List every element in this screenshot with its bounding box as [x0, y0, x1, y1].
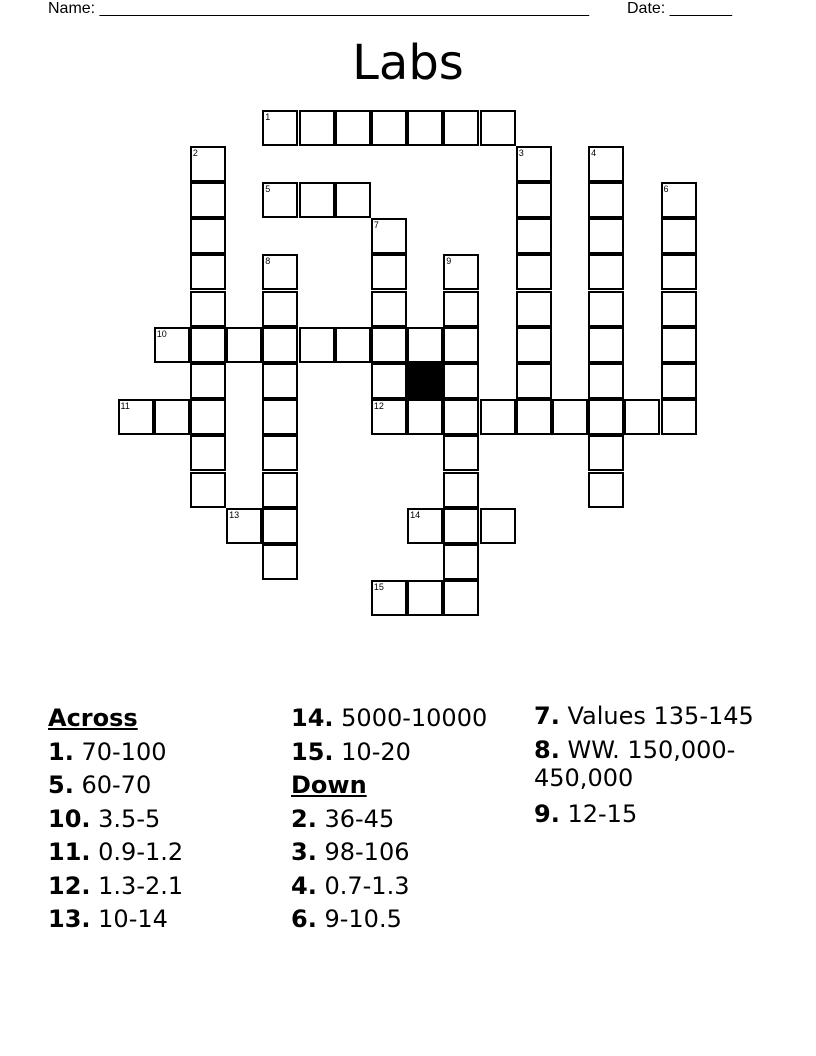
grid-cell[interactable]	[190, 218, 226, 254]
clue-across-14: 14. 5000-10000	[291, 704, 488, 732]
grid-cell[interactable]	[262, 254, 298, 290]
grid-cell[interactable]	[661, 327, 697, 363]
grid-cell[interactable]	[335, 327, 371, 363]
grid-cell[interactable]	[661, 254, 697, 290]
grid-cell[interactable]	[190, 254, 226, 290]
clue-down-9: 9. 12-15	[534, 800, 638, 828]
clue-number-label: 6	[663, 183, 669, 194]
grid-cell[interactable]	[588, 327, 624, 363]
grid-cell[interactable]	[190, 363, 226, 399]
grid-cell[interactable]	[407, 580, 443, 616]
grid-cell[interactable]	[624, 399, 660, 435]
clue-number-label: 12	[373, 401, 384, 412]
down-heading: Down	[291, 771, 367, 799]
grid-cell[interactable]	[588, 472, 624, 508]
grid-cell[interactable]	[516, 291, 552, 327]
grid-cell[interactable]	[443, 472, 479, 508]
grid-cell[interactable]	[516, 146, 552, 182]
grid-cell[interactable]	[262, 399, 298, 435]
grid-cell[interactable]	[226, 327, 262, 363]
grid-cell[interactable]	[262, 291, 298, 327]
grid-cell[interactable]	[661, 218, 697, 254]
grid-cell[interactable]	[443, 254, 479, 290]
clue-down-4: 4. 0.7-1.3	[291, 871, 410, 900]
clue-number-label: 13	[229, 509, 240, 520]
grid-cell[interactable]	[443, 291, 479, 327]
grid-cell[interactable]	[480, 508, 516, 544]
grid-cell[interactable]	[407, 110, 443, 146]
grid-cell[interactable]	[588, 182, 624, 218]
clue-across-5: 5. 60-70	[48, 771, 152, 799]
grid-cell[interactable]	[371, 218, 407, 254]
grid-cell[interactable]	[443, 435, 479, 471]
clue-number-label: 8	[265, 256, 271, 267]
grid-cell[interactable]	[371, 363, 407, 399]
grid-cell[interactable]	[190, 146, 226, 182]
grid-cell[interactable]	[262, 327, 298, 363]
grid-cell[interactable]	[480, 399, 516, 435]
grid-cell[interactable]	[371, 291, 407, 327]
clue-down-8: 8. WW. 150,000-450,000	[534, 736, 736, 792]
grid-cell[interactable]	[371, 399, 407, 435]
grid-cell[interactable]	[588, 291, 624, 327]
clue-across-13: 13. 10-14	[48, 905, 168, 933]
clue-number-label: 15	[373, 582, 384, 593]
grid-cell[interactable]	[480, 110, 516, 146]
grid-cell[interactable]	[154, 399, 190, 435]
grid-cell[interactable]	[335, 110, 371, 146]
grid-cell[interactable]	[661, 399, 697, 435]
clue-number-label: 9	[446, 256, 452, 267]
clue-number-label: 4	[591, 147, 597, 158]
grid-cell[interactable]	[516, 327, 552, 363]
clue-across-12: 12. 1.3-2.1	[48, 871, 184, 900]
grid-cell[interactable]	[443, 508, 479, 544]
grid-cell[interactable]	[516, 399, 552, 435]
grid-cell[interactable]	[661, 291, 697, 327]
clue-number-label: 14	[410, 509, 421, 520]
grid-cell[interactable]	[226, 508, 262, 544]
grid-cell[interactable]	[588, 363, 624, 399]
grid-cell[interactable]	[262, 508, 298, 544]
grid-cell[interactable]	[588, 435, 624, 471]
clue-number-label: 2	[192, 147, 198, 158]
grid-cell[interactable]	[407, 327, 443, 363]
grid-cell[interactable]	[371, 327, 407, 363]
grid-cell[interactable]	[190, 327, 226, 363]
grid-cell[interactable]	[154, 327, 190, 363]
grid-cell[interactable]	[190, 291, 226, 327]
clue-down-6: 6. 9-10.5	[291, 905, 402, 933]
clue-number-label: 3	[518, 147, 524, 158]
clue-number-label: 5	[265, 183, 271, 194]
grid-cell[interactable]	[299, 327, 335, 363]
grid-cell[interactable]	[516, 254, 552, 290]
grid-cell[interactable]	[588, 399, 624, 435]
grid-cell[interactable]	[262, 182, 298, 218]
clue-down-7: 7. Values 135-145	[534, 702, 754, 730]
black-cell	[407, 363, 443, 399]
clue-number-label: 11	[120, 401, 130, 412]
grid-cell[interactable]	[371, 110, 407, 146]
grid-cell[interactable]	[552, 399, 588, 435]
clue-across-10: 10. 3.5-5	[48, 804, 161, 833]
grid-cell[interactable]	[516, 363, 552, 399]
grid-cell[interactable]	[262, 363, 298, 399]
grid-cell[interactable]	[190, 182, 226, 218]
grid-cell[interactable]	[299, 182, 335, 218]
page-title: Labs	[352, 35, 464, 91]
clue-across-11: 11. 0.9-1.2	[48, 838, 184, 866]
grid-cell[interactable]	[516, 218, 552, 254]
clue-number-label: 7	[373, 220, 379, 231]
grid-cell[interactable]	[190, 472, 226, 508]
grid-cell[interactable]	[371, 254, 407, 290]
clue-down-3: 3. 98-106	[291, 838, 410, 866]
clues-column-1	[48, 702, 283, 937]
grid-cell[interactable]	[661, 363, 697, 399]
grid-cell[interactable]	[262, 435, 298, 471]
grid-cell[interactable]	[516, 182, 552, 218]
grid-cell[interactable]	[190, 435, 226, 471]
clue-number-label: 1	[265, 111, 271, 122]
clues-column-3	[534, 702, 794, 832]
grid-cell[interactable]	[335, 182, 371, 218]
grid-cell[interactable]	[443, 580, 479, 616]
grid-cell[interactable]	[407, 399, 443, 435]
across-heading: Across	[48, 704, 138, 732]
clue-number-label: 10	[156, 328, 167, 339]
grid-cell[interactable]	[371, 580, 407, 616]
grid-cell[interactable]	[443, 399, 479, 435]
grid-cell[interactable]	[588, 254, 624, 290]
grid-cell[interactable]	[443, 110, 479, 146]
grid-cell[interactable]	[262, 472, 298, 508]
grid-cell[interactable]	[262, 110, 298, 146]
grid-cell[interactable]	[588, 218, 624, 254]
clues-column-2	[291, 702, 531, 937]
clue-down-2: 2. 36-45	[291, 804, 395, 833]
clue-across-1: 1. 70-100	[48, 737, 167, 766]
grid-cell[interactable]	[262, 544, 298, 580]
grid-cell[interactable]	[661, 182, 697, 218]
grid-cell[interactable]	[407, 508, 443, 544]
grid-cell[interactable]	[118, 399, 154, 435]
grid-cell[interactable]	[443, 327, 479, 363]
grid-cell[interactable]	[588, 146, 624, 182]
grid-cell[interactable]	[299, 110, 335, 146]
grid-cell[interactable]	[443, 363, 479, 399]
grid-cell[interactable]	[190, 399, 226, 435]
name-field-line: Name: _______________________________________________________	[48, 0, 589, 17]
clue-across-15: 15. 10-20	[291, 737, 411, 766]
date-field-line: Date: _______	[627, 0, 732, 17]
grid-cell[interactable]	[443, 544, 479, 580]
